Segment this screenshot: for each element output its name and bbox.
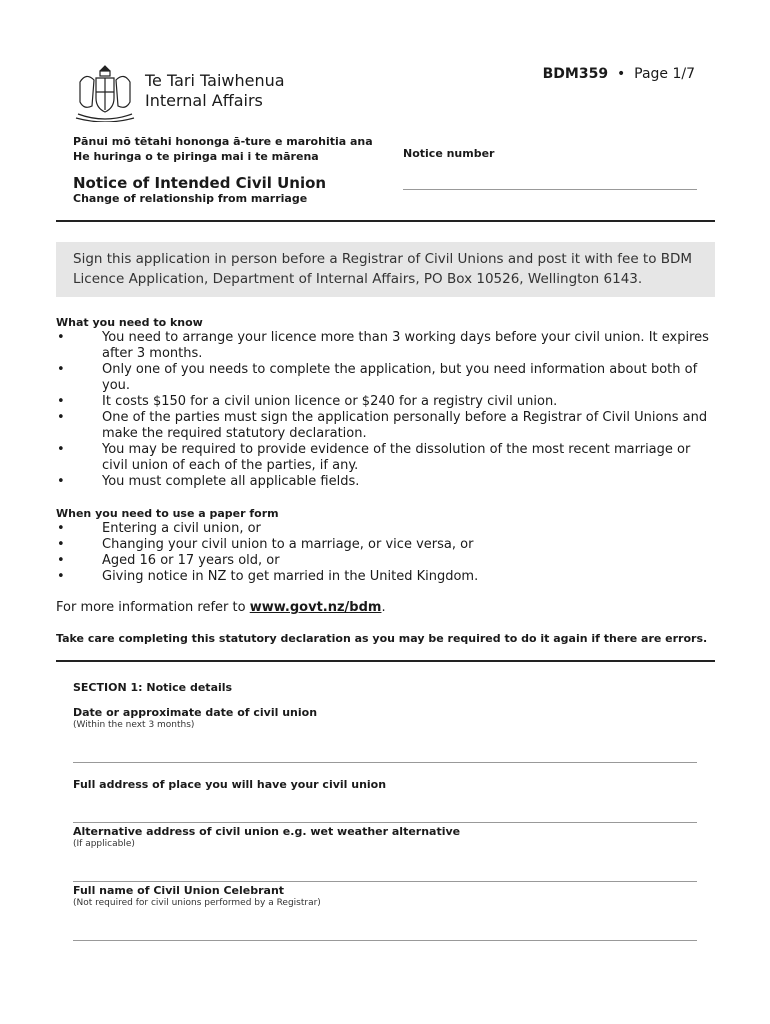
need-to-know-list bbox=[56, 330, 716, 490]
coat-of-arms-logo bbox=[72, 62, 138, 122]
page-label: Page 1/7 bbox=[634, 66, 695, 82]
notice-number-field[interactable] bbox=[403, 189, 697, 190]
care-notice: Take care completing this statutory declaration as you may be required to do it again if there are errors. bbox=[56, 632, 708, 645]
bdm-link[interactable]: www.govt.nz/bdm bbox=[249, 600, 382, 615]
paper-form-heading: When you need to use a paper form bbox=[56, 507, 279, 520]
form-code: BDM359 bbox=[542, 66, 609, 82]
paper-form-list bbox=[56, 521, 716, 585]
alternative-address-field[interactable] bbox=[73, 881, 697, 882]
notice-number-label: Notice number bbox=[403, 147, 495, 160]
org-name-maori: Te Tari Taiwhenua bbox=[145, 71, 285, 90]
maori-title-line2: He huringa o te piringa mai i te mārena bbox=[73, 150, 319, 163]
more-info-prefix: For more information refer to bbox=[56, 600, 250, 615]
page-subtitle: Change of relationship from marriage bbox=[73, 192, 308, 205]
celebrant-name-note: (Not required for civil unions performed by a Registrar) bbox=[73, 898, 321, 908]
more-info bbox=[56, 600, 386, 615]
maori-title-line1: Pānui mō tētahi hononga ā-ture e marohitia ana bbox=[73, 135, 373, 148]
list-item: • You need to arrange your licence more than 3 working days before your civil union. It expires after 3 months. bbox=[56, 330, 716, 362]
list-item: • Only one of you needs to complete the application, but you need information about both of you. bbox=[56, 362, 716, 394]
maori-title bbox=[73, 134, 373, 164]
celebrant-name-label: Full name of Civil Union Celebrant bbox=[73, 884, 285, 897]
list-item: • It costs $150 for a civil union licence or $240 for a registry civil union. bbox=[56, 394, 716, 410]
civil-union-date-field[interactable] bbox=[73, 762, 697, 763]
civil-union-date-label: Date or approximate date of civil union bbox=[73, 706, 318, 719]
section1-heading: SECTION 1: Notice details bbox=[73, 681, 233, 694]
form-reference: BDM359 • Page 1/7 bbox=[542, 66, 695, 82]
civil-union-date-note: (Within the next 3 months) bbox=[73, 720, 195, 730]
org-name-english: Internal Affairs bbox=[145, 91, 263, 110]
alternative-address-note: (If applicable) bbox=[73, 839, 135, 849]
list-item: • Changing your civil union to a marriage, or vice versa, or bbox=[56, 537, 716, 553]
alternative-address-label: Alternative address of civil union e.g. wet weather alternative bbox=[73, 825, 461, 838]
list-item: • Giving notice in NZ to get married in the United Kingdom. bbox=[56, 569, 716, 585]
instruction-banner: Sign this application in person before a Registrar of Civil Unions and post it with fee to BDM Licence Application, Department of Internal Affairs, PO Box 10526, Wellington 6143. bbox=[56, 242, 715, 297]
page-title: Notice of Intended Civil Union bbox=[73, 174, 327, 192]
civil-union-address-label: Full address of place you will have your civil union bbox=[73, 778, 387, 791]
list-item: • You may be required to provide evidence of the dissolution of the most recent marriage or civil union of each of the parties, if any. bbox=[56, 442, 716, 474]
celebrant-name-field[interactable] bbox=[73, 940, 697, 941]
list-item: • Aged 16 or 17 years old, or bbox=[56, 553, 716, 569]
need-to-know-heading: What you need to know bbox=[56, 316, 203, 329]
section-divider bbox=[56, 660, 715, 662]
more-info-suffix: . bbox=[381, 600, 386, 615]
list-item: • One of the parties must sign the application personally before a Registrar of Civil Unions and make the required statutory declaration. bbox=[56, 410, 716, 442]
list-item: • Entering a civil union, or bbox=[56, 521, 716, 537]
civil-union-address-field[interactable] bbox=[73, 822, 697, 823]
list-item: • You must complete all applicable fields. bbox=[56, 474, 716, 490]
header-divider bbox=[56, 220, 715, 222]
